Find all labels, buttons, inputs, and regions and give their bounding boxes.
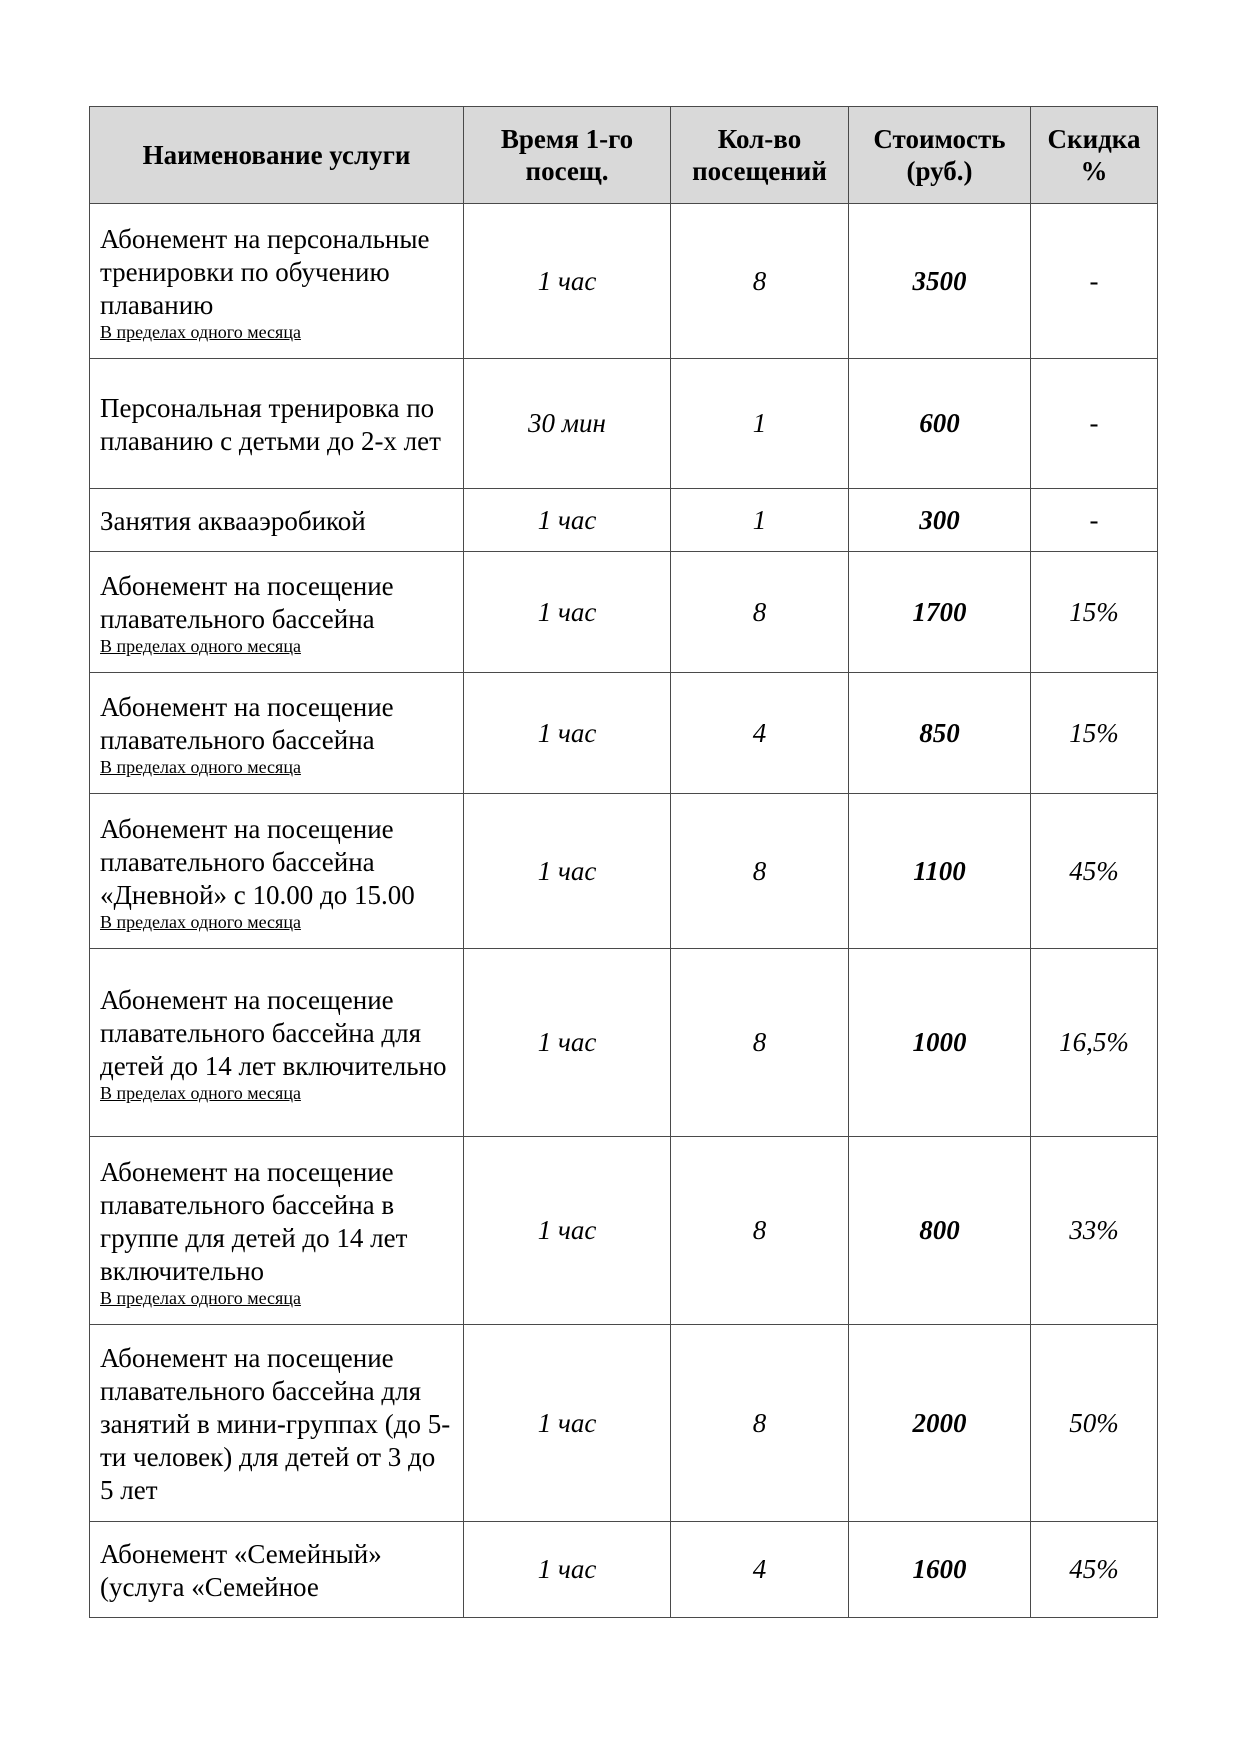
visit-count: 8 (671, 794, 849, 949)
visit-count: 8 (671, 1325, 849, 1522)
visit-count: 8 (671, 204, 849, 359)
service-note: В пределах одного месяца (100, 1083, 301, 1103)
header-cost: Стоимость (руб.) (849, 107, 1031, 204)
service-name-cell (90, 1325, 464, 1522)
discount: 45% (1031, 794, 1158, 949)
discount: - (1031, 359, 1158, 489)
service-name: Абонемент на посещение плавательного бассейна в группе для детей до 14 лет включительно (100, 1156, 408, 1286)
service-name-cell (90, 1137, 464, 1325)
service-name: Абонемент на посещение плавательного бассейна «Дневной» с 10.00 до 15.00 (100, 813, 415, 910)
cost: 600 (849, 359, 1031, 489)
table-row (90, 489, 1158, 552)
table-row (90, 673, 1158, 794)
first-visit-time: 1 час (464, 794, 671, 949)
service-name: Абонемент на посещение плавательного бассейна (100, 571, 394, 634)
header-visit-count: Кол-во посещений (671, 107, 849, 204)
service-note: В пределах одного месяца (100, 911, 301, 932)
table-row (90, 1325, 1158, 1522)
service-name-cell (90, 359, 464, 489)
service-note: В пределах одного месяца (100, 757, 301, 777)
service-name-cell (90, 204, 464, 359)
service-name: Абонемент «Семейный» (услуга «Семейное (100, 1538, 382, 1602)
first-visit-time: 30 мин (464, 359, 671, 489)
service-name: Абонемент на персональные тренировки по обучению плаванию (100, 223, 430, 320)
first-visit-time: 1 час (464, 552, 671, 673)
first-visit-time: 1 час (464, 673, 671, 794)
table-row (90, 552, 1158, 673)
service-name: Персональная тренировка по плаванию с детьми до 2-х лет (100, 392, 441, 456)
cost: 1100 (849, 794, 1031, 949)
visit-count: 8 (671, 949, 849, 1137)
header-service-name: Наименование услуги (90, 107, 464, 204)
service-name-cell (90, 552, 464, 673)
discount: 45% (1031, 1522, 1158, 1618)
cost: 1700 (849, 552, 1031, 673)
cost: 800 (849, 1137, 1031, 1325)
service-name-cell (90, 1522, 464, 1618)
price-table (89, 106, 1158, 1618)
first-visit-time: 1 час (464, 1522, 671, 1618)
first-visit-time: 1 час (464, 204, 671, 359)
table-row (90, 794, 1158, 949)
discount: 16,5% (1031, 949, 1158, 1137)
first-visit-time: 1 час (464, 1325, 671, 1522)
service-name-cell (90, 794, 464, 949)
service-name: Занятия аквааэробикой (100, 505, 366, 536)
service-name-cell (90, 489, 464, 552)
service-name: Абонемент на посещение плавательного бассейна для детей до 14 лет включительно (100, 985, 447, 1081)
visit-count: 8 (671, 1137, 849, 1325)
visit-count: 4 (671, 673, 849, 794)
cost: 2000 (849, 1325, 1031, 1522)
first-visit-time: 1 час (464, 489, 671, 552)
service-note: В пределах одного месяца (100, 321, 301, 342)
cost: 3500 (849, 204, 1031, 359)
discount: - (1031, 204, 1158, 359)
visit-count: 8 (671, 552, 849, 673)
table-row (90, 204, 1158, 359)
table-row (90, 359, 1158, 489)
discount: - (1031, 489, 1158, 552)
service-note: В пределах одного месяца (100, 636, 301, 656)
service-name-cell (90, 949, 464, 1137)
visit-count: 1 (671, 489, 849, 552)
service-note: В пределах одного месяца (100, 1287, 301, 1308)
table-row (90, 949, 1158, 1137)
cost: 1600 (849, 1522, 1031, 1618)
header-first-visit-time: Время 1-го посещ. (464, 107, 671, 204)
visit-count: 1 (671, 359, 849, 489)
discount: 33% (1031, 1137, 1158, 1325)
table-row (90, 1522, 1158, 1618)
first-visit-time: 1 час (464, 949, 671, 1137)
cost: 300 (849, 489, 1031, 552)
first-visit-time: 1 час (464, 1137, 671, 1325)
discount: 50% (1031, 1325, 1158, 1522)
service-name: Абонемент на посещение плавательного бассейна для занятий в мини-группах (до 5-ти человек) для детей от 3 до 5 лет (100, 1342, 451, 1505)
service-name-cell (90, 673, 464, 794)
discount: 15% (1031, 673, 1158, 794)
header-discount: Скидка % (1031, 107, 1158, 204)
service-name: Абонемент на посещение плавательного бассейна (100, 692, 394, 755)
visit-count: 4 (671, 1522, 849, 1618)
table-row (90, 1137, 1158, 1325)
header-row (90, 107, 1158, 204)
discount: 15% (1031, 552, 1158, 673)
cost: 850 (849, 673, 1031, 794)
cost: 1000 (849, 949, 1031, 1137)
